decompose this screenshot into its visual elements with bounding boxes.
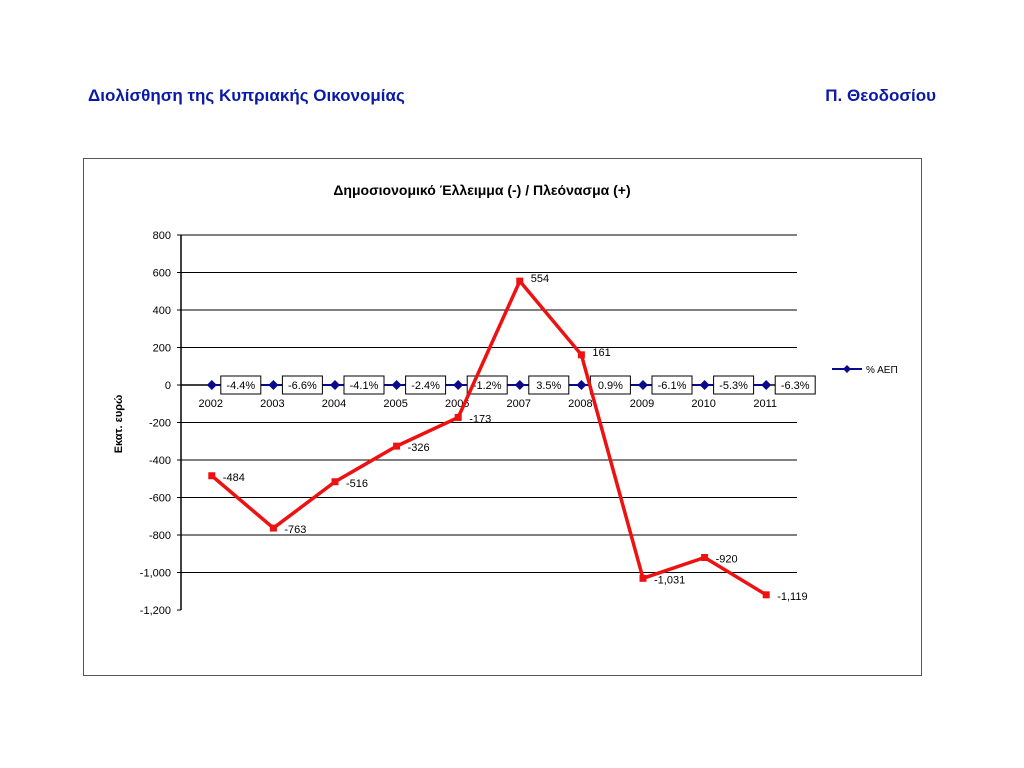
x-tick-label: 2010	[691, 398, 716, 410]
pct-gdp-data-label: -6.1%	[657, 380, 687, 392]
pct-gdp-data-label: -4.4%	[226, 380, 256, 392]
pct-gdp-marker	[207, 380, 217, 390]
legend-marker	[843, 365, 851, 373]
deficit-marker	[393, 443, 400, 450]
y-tick-label: -1,000	[139, 567, 171, 580]
deficit-data-label: 554	[530, 273, 550, 286]
deficit-data-label: -173	[469, 413, 492, 426]
pct-gdp-data-label: 0.9%	[597, 380, 623, 392]
x-tick-label: 2005	[383, 398, 408, 410]
deficit-marker	[640, 575, 647, 582]
legend-label: % ΑΕΠ	[866, 365, 898, 376]
pct-gdp-marker	[268, 380, 278, 390]
pct-gdp-marker	[576, 380, 586, 390]
x-tick-label: 2009	[629, 398, 655, 410]
pct-gdp-marker	[700, 380, 710, 390]
deficit-marker	[208, 472, 215, 479]
pct-gdp-marker	[515, 380, 525, 390]
y-axis-label: Εκατ. ευρώ	[113, 394, 125, 454]
pct-gdp-data-label: -1.2%	[472, 380, 502, 392]
y-tick-label: -1,200	[139, 605, 171, 617]
x-tick-label: 2011	[753, 398, 778, 410]
pct-gdp-marker	[392, 380, 402, 390]
deficit-marker	[516, 278, 523, 285]
deficit-marker	[701, 554, 708, 561]
chart-title: Δημοσιονομικό Έλλειμμα (-) / Πλεόνασμα (+)	[333, 182, 631, 198]
pct-gdp-data-label: -4.1%	[349, 380, 379, 392]
pct-gdp-data-label: -6.3%	[780, 380, 810, 392]
deficit-data-label: -516	[346, 477, 369, 490]
x-tick-label: 2003	[260, 398, 285, 410]
y-tick-label: 0	[164, 380, 171, 392]
pct-gdp-data-label: -6.6%	[288, 380, 317, 392]
pct-gdp-data-label: 3.5%	[536, 380, 562, 392]
deficit-data-label: -484	[222, 471, 245, 484]
y-tick-label: 800	[152, 230, 171, 242]
y-tick-label: 600	[152, 267, 171, 280]
y-tick-label: -800	[148, 530, 171, 542]
deficit-data-label: -1,031	[654, 574, 686, 587]
y-tick-label: -400	[148, 455, 171, 467]
x-tick-label: 2008	[568, 398, 593, 410]
y-tick-label: -600	[148, 492, 171, 505]
deficit-marker	[763, 591, 770, 598]
deficit-marker	[270, 525, 277, 532]
pct-gdp-data-label: -2.4%	[411, 380, 440, 392]
y-tick-label: 200	[152, 342, 171, 355]
author-name: Π. Θεοδοσίου	[825, 86, 936, 105]
pct-gdp-marker	[638, 380, 648, 390]
y-tick-label: 400	[152, 305, 171, 317]
x-tick-label: 2007	[506, 398, 532, 410]
chart-container	[83, 158, 922, 676]
deficit-series-line	[212, 281, 766, 595]
page-title: Διολίσθηση της Κυπριακής Οικονομίας	[88, 86, 405, 105]
chart-svg	[84, 159, 921, 675]
pct-gdp-marker	[761, 380, 771, 390]
pct-gdp-marker	[453, 380, 463, 390]
deficit-data-label: -920	[715, 553, 738, 566]
pct-gdp-marker	[330, 380, 340, 390]
y-tick-label: -200	[148, 417, 171, 430]
deficit-data-label: -326	[407, 442, 430, 455]
deficit-data-label: -763	[284, 524, 307, 537]
x-tick-label: 2002	[198, 398, 224, 410]
deficit-marker	[332, 478, 339, 485]
pct-gdp-data-label: -5.3%	[719, 380, 748, 392]
deficit-data-label: -1,119	[777, 590, 808, 603]
deficit-marker	[578, 351, 585, 358]
deficit-marker	[455, 414, 462, 421]
deficit-data-label: 161	[592, 346, 611, 359]
x-tick-label: 2006	[444, 398, 470, 410]
x-tick-label: 2004	[321, 398, 347, 410]
